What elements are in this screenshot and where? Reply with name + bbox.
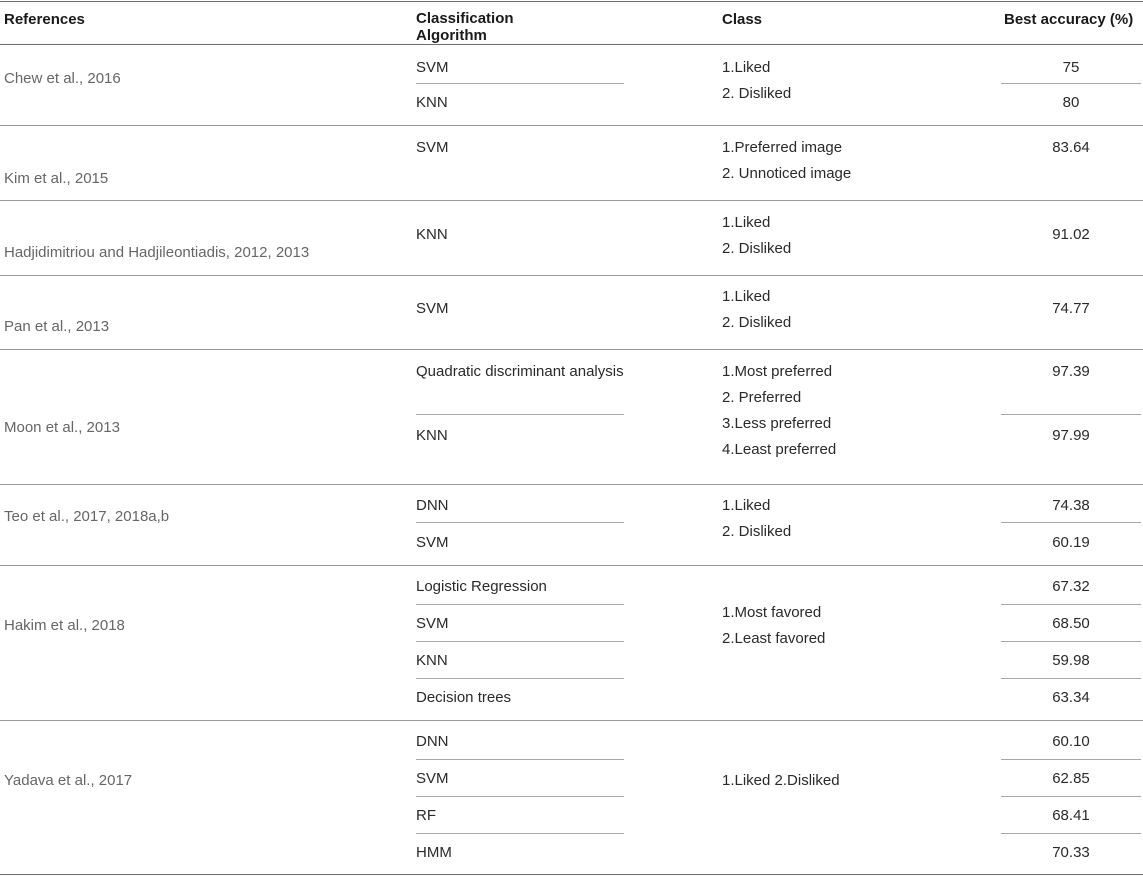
class-cell: 3.Less preferred <box>722 415 832 432</box>
accuracy-cell: 74.38 <box>1052 497 1090 514</box>
class-cell: 2. Disliked <box>722 523 792 540</box>
algorithm-cell: KNN <box>416 226 448 243</box>
header-class: Class <box>722 11 763 28</box>
algorithm-cell: SVM <box>416 770 449 787</box>
row-divider <box>0 200 1143 201</box>
algorithm-cell: KNN <box>416 94 448 111</box>
header-bottom-rule <box>0 44 1143 45</box>
row-divider <box>0 349 1143 350</box>
class-cell: 1.Liked <box>722 214 771 231</box>
accuracy-cell: 60.10 <box>1052 733 1090 750</box>
accuracy-cell: 91.02 <box>1052 226 1090 243</box>
header-references: References <box>4 11 85 28</box>
reference-cell: Moon et al., 2013 <box>4 419 120 436</box>
row-divider <box>0 275 1143 276</box>
algorithm-divider <box>416 678 624 679</box>
accuracy-divider <box>1001 604 1141 605</box>
header-algorithm-line1: Classification <box>416 10 514 27</box>
algorithm-cell: KNN <box>416 427 448 444</box>
class-cell: 1.Liked <box>722 288 771 305</box>
accuracy-cell: 75 <box>1062 59 1080 76</box>
class-cell: 1.Liked 2.Disliked <box>722 772 840 789</box>
accuracy-divider <box>1001 678 1141 679</box>
algorithm-cell: SVM <box>416 534 449 551</box>
accuracy-cell: 67.32 <box>1052 578 1090 595</box>
algorithm-divider <box>416 414 624 415</box>
class-cell: 1.Liked <box>722 59 771 76</box>
accuracy-cell: 97.39 <box>1052 363 1090 380</box>
algorithm-cell: HMM <box>416 844 452 861</box>
header-algorithm-line2: Algorithm <box>416 27 487 44</box>
algorithm-cell: Quadratic discriminant analysis <box>416 363 624 380</box>
reference-cell: Kim et al., 2015 <box>4 170 109 187</box>
class-cell: 2. Disliked <box>722 314 792 331</box>
reference-cell: Chew et al., 2016 <box>4 70 121 87</box>
class-cell: 2. Disliked <box>722 240 792 257</box>
accuracy-divider <box>1001 833 1141 834</box>
reference-cell: Teo et al., 2017, 2018a,b <box>4 508 170 525</box>
accuracy-divider <box>1001 522 1141 523</box>
algorithm-cell: RF <box>416 807 436 824</box>
accuracy-divider <box>1001 414 1141 415</box>
row-divider <box>0 720 1143 721</box>
accuracy-cell: 68.41 <box>1052 807 1090 824</box>
algorithm-cell: SVM <box>416 300 449 317</box>
algorithm-divider <box>416 83 624 84</box>
class-cell: 4.Least preferred <box>722 441 837 458</box>
reference-cell: Yadava et al., 2017 <box>4 772 133 789</box>
accuracy-cell: 63.34 <box>1052 689 1090 706</box>
class-cell: 1.Liked <box>722 497 771 514</box>
algorithm-cell: SVM <box>416 615 449 632</box>
row-divider <box>0 874 1143 875</box>
algorithm-divider <box>416 604 624 605</box>
algorithm-divider <box>416 796 624 797</box>
class-cell: 1.Most preferred <box>722 363 833 380</box>
accuracy-cell: 60.19 <box>1052 534 1090 551</box>
accuracy-divider <box>1001 641 1141 642</box>
algorithm-cell: KNN <box>416 652 448 669</box>
accuracy-cell: 59.98 <box>1052 652 1090 669</box>
row-divider <box>0 125 1143 126</box>
header-accuracy: Best accuracy (%) <box>1004 11 1134 28</box>
algorithm-cell: Logistic Regression <box>416 578 547 595</box>
class-cell: 2. Preferred <box>722 389 802 406</box>
accuracy-cell: 83.64 <box>1052 139 1090 156</box>
class-cell: 2.Least favored <box>722 630 826 647</box>
algorithm-cell: DNN <box>416 497 449 514</box>
algorithm-cell: SVM <box>416 59 449 76</box>
row-divider <box>0 565 1143 566</box>
reference-cell: Hakim et al., 2018 <box>4 617 125 634</box>
reference-cell: Pan et al., 2013 <box>4 318 110 335</box>
algorithm-cell: Decision trees <box>416 689 512 706</box>
algorithm-cell: SVM <box>416 139 449 156</box>
row-divider <box>0 484 1143 485</box>
accuracy-divider <box>1001 796 1141 797</box>
algorithm-divider <box>416 833 624 834</box>
algorithm-cell: DNN <box>416 733 449 750</box>
accuracy-cell: 68.50 <box>1052 615 1090 632</box>
algorithm-divider <box>416 759 624 760</box>
class-cell: 1.Most favored <box>722 604 822 621</box>
table-top-rule <box>0 1 1143 2</box>
algorithm-divider <box>416 641 624 642</box>
accuracy-cell: 74.77 <box>1052 300 1090 317</box>
class-cell: 1.Preferred image <box>722 139 843 156</box>
accuracy-cell: 80 <box>1062 94 1080 111</box>
accuracy-cell: 70.33 <box>1052 844 1090 861</box>
reference-cell: Hadjidimitriou and Hadjileontiadis, 2012, 2013 <box>4 244 310 261</box>
accuracy-divider <box>1001 83 1141 84</box>
accuracy-divider <box>1001 759 1141 760</box>
accuracy-cell: 62.85 <box>1052 770 1090 787</box>
accuracy-cell: 97.99 <box>1052 427 1090 444</box>
algorithm-divider <box>416 522 624 523</box>
class-cell: 2. Unnoticed image <box>722 165 852 182</box>
class-cell: 2. Disliked <box>722 85 792 102</box>
